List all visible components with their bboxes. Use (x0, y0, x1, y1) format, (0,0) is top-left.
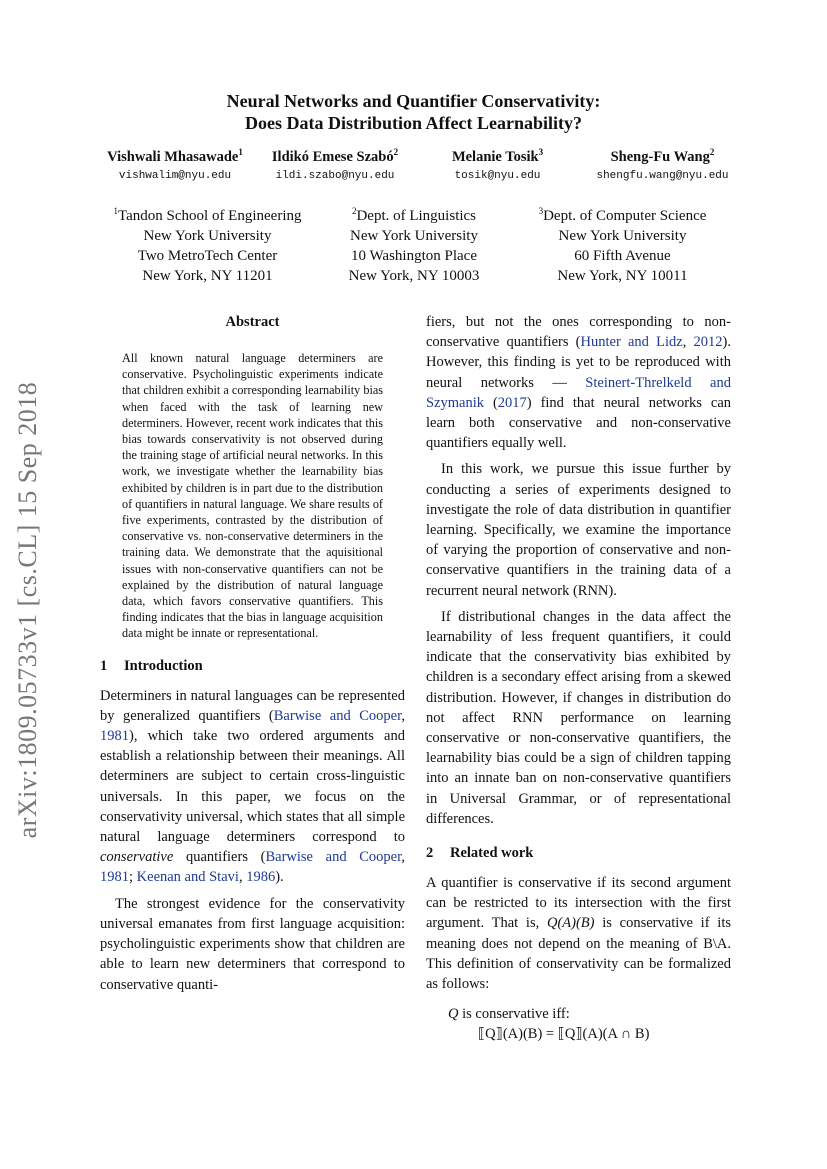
affiliation-3 (520, 206, 725, 286)
intro-paragraph-3 (426, 312, 731, 453)
arxiv-stamp (8, 365, 48, 855)
author-email: shengfu.wang@nyu.edu (596, 170, 729, 182)
citation-link[interactable]: 1986 (246, 869, 276, 886)
affiliation-sup: 1 (113, 206, 118, 216)
affiliation-line: New York University (558, 228, 687, 244)
citation-link[interactable]: Barwise and Cooper (273, 707, 402, 724)
text-run: is conservative if its meaning does not depend on the meaning of B\A. This definition of conservativity can be formalized as follows: (426, 915, 731, 993)
affiliation-line: Two MetroTech Center (137, 248, 278, 264)
author-name: Vishwali Mhasawade (107, 149, 239, 165)
title-line-2: Does Data Distribution Affect Learnability? (245, 113, 582, 133)
text-run: ( (484, 394, 498, 411)
affiliation-line: 10 Washington Place (351, 248, 477, 264)
conservativity-formula (448, 1004, 731, 1044)
section-number: 2 (426, 845, 434, 862)
intro-paragraph-5: If distributional changes in the data affect the learnability of less frequent quantifiers, it could indicate that the conservativity bias exhibited by children is a secondary effect arising from a skewed distribution. However, if changes in distribution do not affect RNN performance on learning conservative or non-conservative quantifiers, the learnability bias could be a sign of children tapping into an innate ban on non-conservative quantifiers in Universal Grammar, or of representational differences. (426, 608, 731, 827)
arxiv-id: arXiv:1809.05733v1 [cs.CL] 15 Sep 2018 (13, 381, 42, 839)
citation-link[interactable]: 1981 (100, 728, 129, 745)
affiliation-line: Tandon School of Engineering (118, 208, 302, 224)
text-run: ) find that neural networks can learn both conservative and non-conservative quantifiers equally well. (426, 394, 731, 452)
text-run: ). However, this finding is yet to be reproduced with neural networks — (426, 334, 731, 391)
text-run: ), which take two ordered arguments and establish a relationship between their meanings. All determiners are subject to certain cross-linguistic universals. In this paper, we focus on the conservativity universal, which states that all simple natural language determiners correspond to (100, 728, 405, 846)
text-run: fiers, but not the ones corresponding to non-conservative quantifiers ( (426, 314, 731, 351)
section-title: Introduction (124, 657, 203, 674)
emphasis: Q(A)(B) (546, 915, 595, 932)
affiliation-sup: 3 (538, 206, 544, 216)
author-sup: 2 (709, 147, 715, 158)
author-email: tosik@nyu.edu (454, 170, 541, 182)
text-run: ; (129, 869, 137, 886)
author-sup: 1 (238, 147, 243, 158)
section-2-heading (426, 843, 731, 863)
affiliation-2 (333, 206, 495, 286)
author-sup: 2 (393, 147, 399, 158)
text-run: , (401, 849, 405, 866)
author-email: ildi.szabo@nyu.edu (275, 170, 395, 182)
citation-link[interactable]: 2012 (693, 334, 723, 351)
related-paragraph-1 (426, 873, 731, 994)
text-run: , (682, 334, 694, 351)
text-run: ). (275, 869, 284, 886)
author-name: Sheng-Fu Wang (610, 149, 710, 165)
affiliation-line: Dept. of Computer Science (543, 208, 707, 224)
emphasis: conservative (100, 849, 174, 866)
affiliation-line: New York University (143, 228, 272, 244)
intro-paragraph-1 (100, 686, 405, 888)
section-title: Related work (450, 845, 534, 862)
author-sup: 3 (538, 147, 544, 158)
affiliation-line: 60 Fifth Avenue (574, 248, 671, 264)
affiliation-1 (100, 206, 315, 286)
right-column (426, 312, 731, 1044)
author-4 (580, 148, 745, 186)
title-line-1: Neural Networks and Quantifier Conservativity: (226, 91, 601, 111)
paper-title (0, 90, 827, 134)
section-1-heading (100, 656, 405, 676)
section-number: 1 (100, 657, 108, 674)
formula-equation: ⟦Q⟧(A)(B) = ⟦Q⟧(A)(A ∩ B) (478, 1026, 650, 1043)
citation-link[interactable]: Steinert-Threlkeld and Szymanik (426, 374, 731, 411)
author-3 (430, 148, 565, 186)
citation-link[interactable]: Keenan and Stavi (136, 869, 239, 886)
formula-text: is conservative iff: (458, 1006, 570, 1023)
citation-link[interactable]: 2017 (497, 394, 527, 411)
author-2 (255, 148, 415, 186)
author-name: Ildikó Emese Szabó (271, 149, 394, 165)
text-run: , (401, 707, 405, 724)
author-1 (90, 148, 260, 186)
formula-variable: Q (448, 1006, 459, 1023)
text-run: A quantifier is conservative if its second argument can be restricted to its intersection with the first argument. That is, (426, 875, 731, 932)
citation-link[interactable]: Barwise and Cooper (265, 849, 402, 866)
affiliation-line: New York, NY 10003 (348, 268, 480, 284)
affiliation-line: New York, NY 11201 (142, 268, 273, 284)
affiliation-line: New York University (350, 228, 478, 244)
affiliation-sup: 2 (351, 206, 357, 216)
abstract-text: All known natural language determiners are conservative. Psycholinguistic experiments indicate that children exhibit a corresponding learnability bias when faced with the task of learning new determiners. However, recent work indicates that this bias towards conservativity is not observed during the training stage of artificial neural networks. In this work, we investigate whether the learnability bias exhibited by children is in part due to the distribution of quantifiers in natural language. We share results of five experiments, contrasted by the distribution of conservative vs. non-conservative determiners in the training data. We demonstrate that the aquisitional issues with non-conservative quantifiers can not be explained by the distribution of natural language data, which favors conservative quantifiers. This finding indicates that the bias in language acquisition data might be innate or representational. (122, 351, 383, 641)
author-email: vishwalim@nyu.edu (118, 170, 232, 182)
affiliation-line: Dept. of Linguistics (356, 208, 477, 224)
text-run: Determiners in natural languages can be represented by generalized quantifiers ( (100, 687, 405, 724)
affiliation-line: New York, NY 10011 (557, 268, 688, 284)
intro-paragraph-4: In this work, we pursue this issue further by conducting a series of experiments designed to investigate the role of data distribution in quantifier learning. Specifically, we examine the importance of varying the proportion of conservative and non-conservative quantifiers in the training data of a recurrent neural network (RNN). (426, 461, 731, 599)
left-column (100, 312, 405, 1001)
text-run: quantifiers ( (173, 849, 266, 866)
text-run: , (238, 869, 247, 886)
intro-paragraph-2: The strongest evidence for the conservativity universal emanates from first language acquisition: psycholinguistic experiments show that children are able to learn new determiners that correspond to conservative quanti- (100, 895, 405, 993)
citation-link[interactable]: 1981 (100, 869, 129, 886)
citation-link[interactable]: Hunter and Lidz (580, 334, 683, 351)
author-name: Melanie Tosik (451, 149, 539, 165)
abstract-title: Abstract (225, 314, 280, 330)
